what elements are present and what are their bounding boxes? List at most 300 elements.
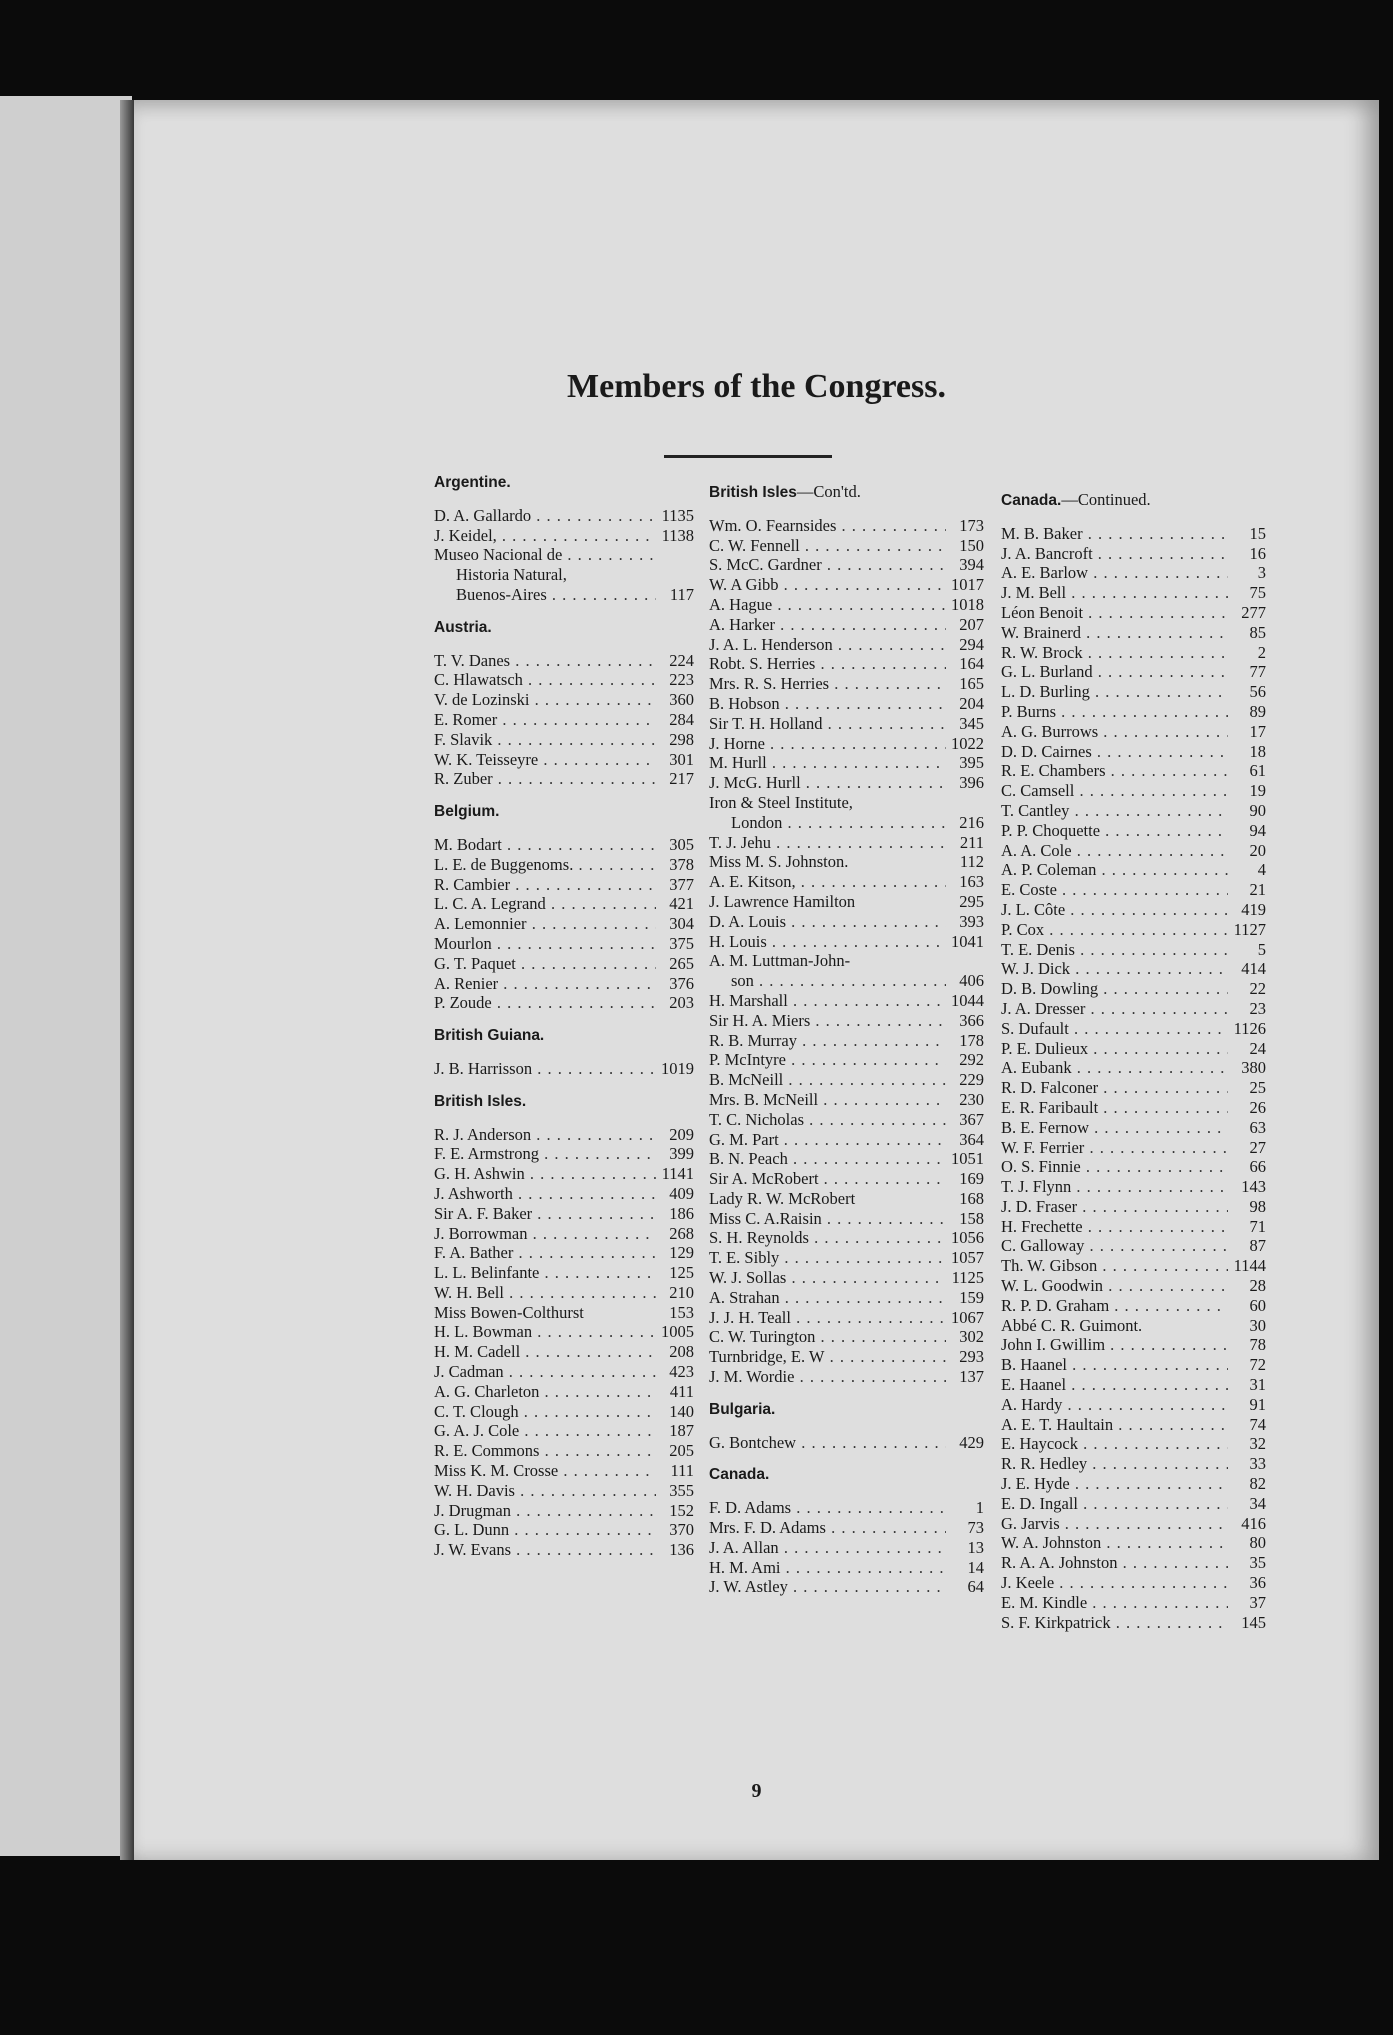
member-entry [434, 750, 694, 770]
member-number: 89 [1249, 701, 1266, 721]
member-number: 112 [959, 852, 984, 872]
member-entry [709, 1308, 984, 1328]
member-name: G. Bontchew . . . [709, 1433, 946, 1453]
member-entry [434, 1059, 694, 1079]
member-entry [709, 1248, 984, 1268]
facing-page-edge [0, 96, 132, 1856]
member-entry [1001, 1434, 1266, 1454]
member-number: 143 [1241, 1177, 1266, 1197]
member-name: P. Zoude . . . [434, 993, 656, 1013]
member-name: O. S. Finnie . . . [1001, 1157, 1228, 1177]
member-number: 187 [669, 1421, 694, 1441]
member-number: 140 [669, 1401, 694, 1421]
member-number: 165 [959, 674, 984, 694]
member-number: 377 [669, 874, 694, 894]
member-entry [1001, 1157, 1266, 1177]
member-number: 16 [1249, 543, 1266, 563]
member-entry [1001, 781, 1266, 801]
member-number: 159 [959, 1287, 984, 1307]
member-name: V. de Lozinski . . . [434, 690, 656, 710]
member-number: 305 [669, 834, 694, 854]
page-title: Members of the Congress. [567, 368, 946, 405]
member-entry [434, 1402, 694, 1422]
member-entry [1001, 900, 1266, 920]
member-entry [1001, 583, 1266, 603]
member-number: 298 [669, 729, 694, 749]
member-entry [1001, 1573, 1266, 1593]
member-column-2 [709, 482, 984, 1597]
member-number: 169 [959, 1169, 984, 1189]
member-entry [1001, 940, 1266, 960]
member-number: 1057 [951, 1248, 984, 1268]
member-name: A. P. Coleman . . . [1001, 860, 1228, 880]
member-entry [1001, 1553, 1266, 1573]
member-number: 205 [669, 1441, 694, 1461]
scan-background [0, 1860, 1393, 2035]
member-name: B. E. Fernow . . . [1001, 1118, 1228, 1138]
member-entry [709, 536, 984, 556]
member-name: E. Haanel . . . [1001, 1375, 1228, 1395]
member-entry [709, 1050, 984, 1070]
member-name: T. V. Danes . . . [434, 651, 656, 671]
title-divider [664, 455, 832, 458]
member-number: 395 [959, 753, 984, 773]
member-number: 73 [967, 1518, 984, 1538]
member-number: 30 [1249, 1315, 1266, 1335]
member-name: J. W. Evans . . . [434, 1540, 656, 1560]
member-entry [709, 1169, 984, 1189]
member-name: R. Cambier . . . [434, 875, 656, 895]
member-number: 164 [959, 654, 984, 674]
member-number: 345 [959, 713, 984, 733]
member-name: R. D. Falconer . . . [1001, 1078, 1228, 1098]
member-name: A. G. Burrows . . . [1001, 722, 1228, 742]
member-entry [709, 555, 984, 575]
member-name: M. B. Baker . . . [1001, 524, 1228, 544]
member-entry [709, 694, 984, 714]
member-number: 414 [1241, 959, 1266, 979]
member-entry [709, 1209, 984, 1229]
member-number: 33 [1249, 1454, 1266, 1474]
member-entry [709, 654, 984, 674]
member-number: 304 [669, 914, 694, 934]
member-name: W. K. Teisseyre . . . [434, 750, 656, 770]
member-name: Sir H. A. Miers . . . [709, 1011, 946, 1031]
member-name: A. M. Luttman-John- [709, 951, 851, 971]
member-number: 203 [669, 993, 694, 1013]
member-entry [1001, 1217, 1266, 1237]
member-number: 284 [669, 709, 694, 729]
member-entry [1001, 544, 1266, 564]
member-number: 25 [1249, 1078, 1266, 1098]
member-entry [434, 1243, 694, 1263]
member-number: 5 [1257, 939, 1266, 959]
member-name: C. T. Clough . . . [434, 1402, 656, 1422]
member-entry [709, 575, 984, 595]
member-name: E. D. Ingall . . . [1001, 1494, 1228, 1514]
member-name: P. Burns . . . [1001, 702, 1228, 722]
member-name: Miss M. S. Johnston. [709, 852, 849, 872]
member-entry [434, 835, 694, 855]
member-name: Miss K. M. Crosse . . . [434, 1461, 656, 1481]
member-entry [1001, 563, 1266, 583]
member-number: 216 [959, 812, 984, 832]
member-entry [434, 855, 694, 875]
member-number: 129 [669, 1243, 694, 1263]
member-number: 208 [669, 1342, 694, 1362]
member-entry [1001, 1197, 1266, 1217]
member-name: G. A. J. Cole . . . [434, 1421, 656, 1441]
member-entry [709, 1498, 984, 1518]
member-number: 31 [1249, 1375, 1266, 1395]
member-name: Sir T. H. Holland . . . [709, 714, 946, 734]
member-number: 125 [669, 1263, 694, 1283]
member-name: J. Ashworth . . . [434, 1184, 656, 1204]
section-heading-text: Argentine. [434, 474, 511, 491]
member-entry [1001, 801, 1266, 821]
member-number: 265 [669, 953, 694, 973]
member-name: S. H. Reynolds . . . [709, 1228, 946, 1248]
member-entry [709, 1011, 984, 1031]
member-entry [709, 674, 984, 694]
member-number: 21 [1249, 880, 1266, 900]
member-entry [1001, 722, 1266, 742]
member-entry [434, 1421, 694, 1441]
member-entry [434, 1540, 694, 1560]
member-number: 61 [1249, 761, 1266, 781]
member-number: 32 [1249, 1434, 1266, 1454]
member-number: 27 [1249, 1137, 1266, 1157]
member-number: 1017 [951, 575, 984, 595]
member-entry [709, 1149, 984, 1169]
member-number: 217 [669, 769, 694, 789]
member-entry [434, 690, 694, 710]
member-entry [434, 894, 694, 914]
section-heading-text: Austria. [434, 618, 492, 636]
member-number: 63 [1249, 1117, 1266, 1137]
member-entry [434, 1144, 694, 1164]
member-number: 23 [1249, 998, 1266, 1018]
member-number: 378 [669, 854, 694, 874]
member-name: Wm. O. Fearnsides . . . [709, 516, 946, 536]
member-entry [1001, 1355, 1266, 1375]
member-name: J. E. Hyde . . . [1001, 1474, 1228, 1494]
member-entry [1001, 702, 1266, 722]
member-name: Th. W. Gibson . . . [1001, 1256, 1228, 1276]
member-name: Mrs. R. S. Herries . . . [709, 674, 946, 694]
member-name: Mourlon . . . [434, 934, 656, 954]
member-entry [1001, 1335, 1266, 1355]
member-name: M. Hurll . . . [709, 753, 946, 773]
member-name: W. H. Davis . . . [434, 1481, 656, 1501]
member-number: 137 [959, 1367, 984, 1387]
member-entry [1001, 1039, 1266, 1059]
member-name: S. Dufault . . . [1001, 1019, 1228, 1039]
member-entry [1001, 1256, 1266, 1276]
member-entry [709, 991, 984, 1011]
member-number: 2 [1257, 642, 1266, 662]
member-name: J. A. Dresser . . . [1001, 999, 1228, 1019]
member-name: W. L. Goodwin . . . [1001, 1276, 1228, 1296]
member-number: 82 [1249, 1474, 1266, 1494]
member-entry [709, 615, 984, 635]
member-name: C. W. Fennell . . . [709, 536, 946, 556]
member-entry [434, 1125, 694, 1145]
member-entry [709, 1189, 984, 1209]
member-entry [709, 833, 984, 853]
member-entry [709, 793, 984, 813]
member-entry [1001, 1138, 1266, 1158]
member-entry [709, 1577, 984, 1597]
member-entry [1001, 1078, 1266, 1098]
member-name: A. Strahan . . . [709, 1288, 946, 1308]
section-heading [434, 618, 694, 638]
member-number: 14 [967, 1557, 984, 1577]
member-number: 380 [1241, 1058, 1266, 1078]
member-entry [434, 934, 694, 954]
member-number: 37 [1249, 1592, 1266, 1612]
member-name: G. H. Ashwin . . . [434, 1164, 656, 1184]
page-number: 9 [751, 1780, 762, 1802]
member-name: T. C. Nicholas . . . [709, 1110, 946, 1130]
member-number: 1127 [1233, 919, 1266, 939]
member-number: 152 [669, 1500, 694, 1520]
member-entry [1001, 1316, 1266, 1336]
member-number: 1044 [951, 990, 984, 1010]
member-entry [1001, 662, 1266, 682]
member-name: Robt. S. Herries . . . [709, 654, 946, 674]
member-entry [434, 670, 694, 690]
member-name: J. Keele . . . [1001, 1573, 1228, 1593]
member-name: F. E. Armstrong . . . [434, 1144, 656, 1164]
member-name: Museo Nacional de . . . [434, 545, 656, 565]
member-entry [1001, 1375, 1266, 1395]
member-number: 1138 [661, 525, 694, 545]
member-number: 15 [1249, 523, 1266, 543]
member-entry [709, 892, 984, 912]
member-entry [709, 1367, 984, 1387]
member-number: 145 [1241, 1612, 1266, 1632]
member-number: 34 [1249, 1493, 1266, 1513]
member-name: C. W. Turington . . . [709, 1327, 946, 1347]
member-entry [434, 1382, 694, 1402]
member-number: 409 [669, 1183, 694, 1203]
member-number: 376 [669, 973, 694, 993]
section-heading-continued: —Continued. [1061, 490, 1151, 509]
member-number: 1056 [951, 1228, 984, 1248]
member-name: J. Borrowman . . . [434, 1224, 656, 1244]
member-entry [709, 1347, 984, 1367]
member-number: 24 [1249, 1038, 1266, 1058]
member-entry [1001, 1514, 1266, 1534]
member-name: E. Coste . . . [1001, 880, 1228, 900]
member-number: 224 [669, 650, 694, 670]
member-entry [1001, 920, 1266, 940]
member-column-3 [1001, 490, 1266, 1632]
member-entry [709, 1538, 984, 1558]
member-number: 423 [669, 1362, 694, 1382]
member-name: H. M. Ami . . . [709, 1558, 946, 1578]
member-number: 72 [1249, 1355, 1266, 1375]
member-number: 136 [669, 1540, 694, 1560]
section-heading [709, 1465, 984, 1485]
member-name: Turnbridge, E. W . . . [709, 1347, 946, 1367]
member-number: 1 [975, 1498, 984, 1518]
member-name: L. L. Belinfante . . . [434, 1263, 656, 1283]
section-heading-text: British Isles. [434, 1092, 527, 1110]
member-number: 4 [1257, 860, 1266, 880]
member-entry [1001, 821, 1266, 841]
member-name: Sir A. F. Baker . . . [434, 1204, 656, 1224]
member-name: C. Camsell . . . [1001, 781, 1228, 801]
member-name: Abbé C. R. Guimont. [1001, 1315, 1143, 1335]
member-number: 301 [669, 749, 694, 769]
member-number: 396 [959, 773, 984, 793]
member-number: 20 [1249, 840, 1266, 860]
member-entry [434, 875, 694, 895]
member-number: 223 [669, 670, 694, 690]
section-heading-text: British Isles [709, 484, 797, 501]
member-entry [434, 1303, 694, 1323]
member-number: 111 [670, 1461, 694, 1481]
member-name: R. W. Brock . . . [1001, 643, 1228, 663]
member-number: 207 [959, 614, 984, 634]
member-number: 295 [959, 891, 984, 911]
member-number: 419 [1241, 899, 1266, 919]
member-entry [709, 872, 984, 892]
member-number: 204 [959, 693, 984, 713]
member-entry [1001, 841, 1266, 861]
member-number: 1125 [951, 1268, 984, 1288]
member-name: R. J. Anderson . . . [434, 1125, 656, 1145]
member-name: R. Zuber . . . [434, 769, 656, 789]
member-name: A. E. Kitson, . . . [709, 872, 946, 892]
member-number: 364 [959, 1129, 984, 1149]
member-number: 393 [959, 911, 984, 931]
section-heading [1001, 490, 1266, 511]
member-entry [434, 1283, 694, 1303]
member-number: 94 [1249, 820, 1266, 840]
member-name: P. Cox . . . [1001, 920, 1228, 940]
member-name: J. Lawrence Hamilton [709, 891, 856, 911]
member-entry [709, 932, 984, 952]
document-page [134, 100, 1379, 1860]
member-entry [434, 710, 694, 730]
member-name: L. C. A. Legrand . . . [434, 894, 656, 914]
member-entry [1001, 1613, 1266, 1633]
member-number: 1126 [1233, 1018, 1266, 1038]
member-name: H. Frechette . . . [1001, 1217, 1228, 1237]
member-name: P. P. Choquette . . . [1001, 821, 1228, 841]
member-entry [1001, 623, 1266, 643]
member-number: 3 [1257, 563, 1266, 583]
member-name: M. Bodart . . . [434, 835, 656, 855]
member-number: 90 [1249, 800, 1266, 820]
member-number: 1135 [661, 505, 694, 525]
member-name: J. D. Fraser . . . [1001, 1197, 1228, 1217]
member-name: B. N. Peach . . . [709, 1149, 946, 1169]
member-number: 150 [959, 535, 984, 555]
member-name: W. Brainerd . . . [1001, 623, 1228, 643]
member-number: 80 [1249, 1533, 1266, 1553]
member-name: A. E. Barlow . . . [1001, 563, 1228, 583]
member-name: H. Marshall . . . [709, 991, 946, 1011]
member-entry [1001, 1474, 1266, 1494]
member-number: 26 [1249, 1097, 1266, 1117]
member-number: 268 [669, 1223, 694, 1243]
member-name: W. F. Ferrier . . . [1001, 1138, 1228, 1158]
member-name: L. E. de Buggenoms. . . . [434, 855, 656, 875]
member-name: L. D. Burling . . . [1001, 682, 1228, 702]
member-name: B. McNeill . . . [709, 1070, 946, 1090]
member-name: F. A. Bather . . . [434, 1243, 656, 1263]
member-name: W. H. Bell . . . [434, 1283, 656, 1303]
member-entry [709, 1433, 984, 1453]
member-name: A. Renier . . . [434, 974, 656, 994]
member-name: R. R. Hedley . . . [1001, 1454, 1228, 1474]
member-entry [1001, 860, 1266, 880]
member-name: A. G. Charleton . . . [434, 1382, 656, 1402]
member-name: J. M. Wordie . . . [709, 1367, 946, 1387]
member-number: 163 [959, 872, 984, 892]
member-column-1 [434, 473, 694, 1560]
member-number: 77 [1249, 662, 1266, 682]
member-number: 1051 [951, 1149, 984, 1169]
member-name: H. L. Bowman . . . [434, 1322, 656, 1342]
member-name: W. J. Dick . . . [1001, 959, 1228, 979]
section-heading-text: Canada. [709, 1466, 770, 1484]
member-number: 22 [1249, 979, 1266, 999]
member-name: W. A. Johnston . . . [1001, 1533, 1228, 1553]
member-entry [1001, 761, 1266, 781]
member-name: Miss C. A.Raisin . . . [709, 1209, 946, 1229]
member-name: R. E. Commons . . . [434, 1441, 656, 1461]
member-name: P. E. Dulieux . . . [1001, 1039, 1228, 1059]
member-number: 211 [959, 832, 984, 852]
member-entry [434, 1164, 694, 1184]
member-entry [434, 1441, 694, 1461]
member-entry [434, 506, 694, 526]
member-name: C. Hlawatsch . . . [434, 670, 656, 690]
member-name: D. B. Dowling . . . [1001, 979, 1228, 999]
member-name: J. L. Côte . . . [1001, 900, 1228, 920]
member-number: 98 [1249, 1196, 1266, 1216]
member-number: 277 [1241, 602, 1266, 622]
member-entry [1001, 880, 1266, 900]
section-heading-text: Belgium. [434, 803, 500, 821]
member-number: 71 [1249, 1216, 1266, 1236]
member-entry [1001, 1494, 1266, 1514]
member-name: A. A. Cole . . . [1001, 841, 1228, 861]
member-number: 421 [669, 894, 694, 914]
member-name: J. Keidel, . . . [434, 526, 656, 546]
member-name: Mrs. B. McNeill . . . [709, 1090, 946, 1110]
member-entry [1001, 1395, 1266, 1415]
member-number: 394 [959, 555, 984, 575]
member-name: D. D. Cairnes . . . [1001, 742, 1228, 762]
member-entry [1001, 1236, 1266, 1256]
member-name: Miss Bowen-Colthurst [434, 1302, 584, 1322]
member-number: 19 [1249, 781, 1266, 801]
member-entry [1001, 1454, 1266, 1474]
member-number: 158 [959, 1208, 984, 1228]
member-name: Iron & Steel Institute, [709, 792, 853, 812]
member-entry [709, 1228, 984, 1248]
member-entry [709, 714, 984, 734]
member-name: G. L. Dunn . . . [434, 1520, 656, 1540]
member-name: J. Horne . . . [709, 734, 946, 754]
member-name: S. McC. Gardner . . . [709, 555, 946, 575]
